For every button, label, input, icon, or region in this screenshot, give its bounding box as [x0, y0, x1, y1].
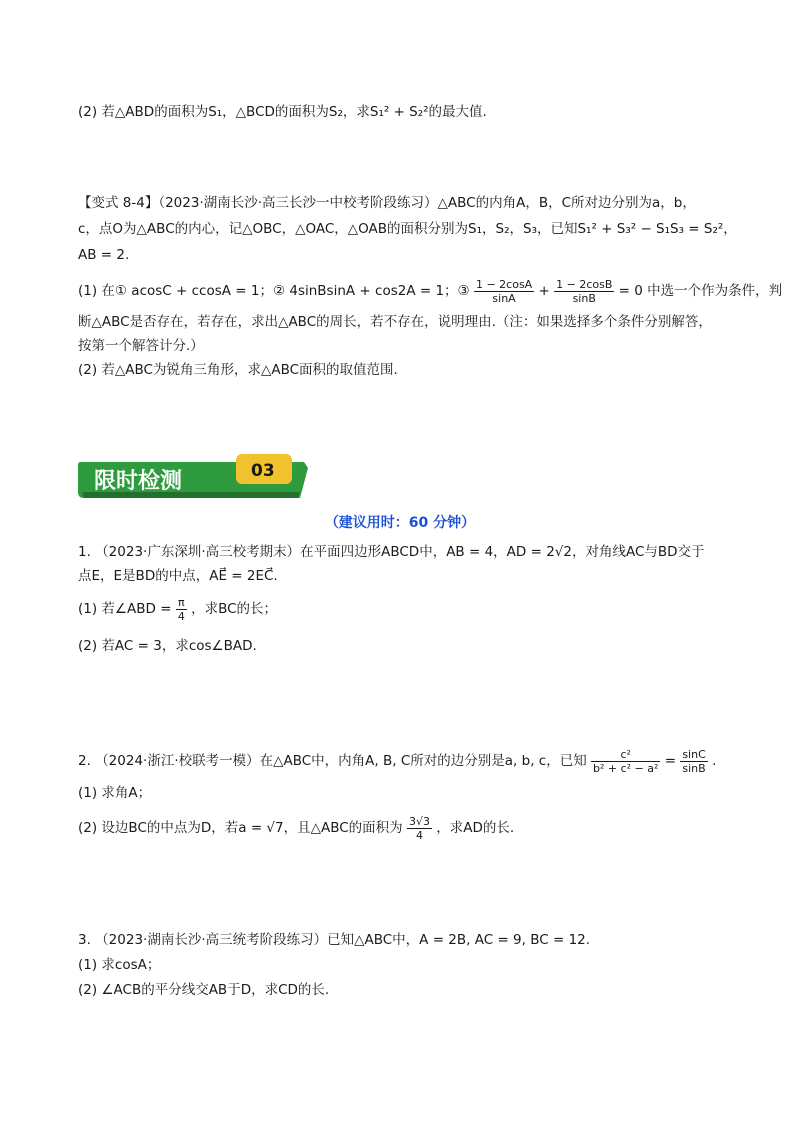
p2-stem-end: .: [712, 753, 717, 769]
variant-line2: c，点O为△ABC的内心，记△OBC，△OAC，△OAB的面积分别为S₁，S₂，S₃，已知S₁² + S₃² − S₁S₃ = S₂²，: [78, 221, 737, 237]
problem-3-q2: (2) ∠ACB的平分线交AB于D，求CD的长.: [78, 982, 330, 998]
p2-frac1-denominator: b² + c² − a²: [593, 761, 659, 775]
banner-number: 03: [251, 461, 275, 481]
p2-q2-text-b: ，求AD的长.: [436, 820, 515, 836]
problem-1-stem-2: 点E，E是BD的中点，AE⃗ = 2EC⃗.: [78, 568, 278, 584]
problem-3-q1: (1) 求cosA；: [78, 957, 161, 973]
problem-1-q2: (2) 若AC = 3，求cos∠BAD.: [78, 638, 257, 654]
p2-q2-text-a: (2) 设边BC的中点为D，若a = √7，且△ABC的面积为: [78, 820, 403, 836]
problem-1-q1: [78, 594, 277, 624]
p2-stem-text: 2. （2024·浙江·校联考一模）在△ABC中，内角A, B, C所对的边分别是a, b, c，已知: [78, 753, 587, 769]
p2-q2-frac: [407, 815, 432, 842]
variant-q1-line3: 按第一个解答计分.）: [78, 338, 204, 354]
p1-q1-frac: [176, 596, 187, 623]
variant-header: 【变式 8-4】（2023·湖南长沙·高三长沙一中校考阶段练习）△ABC的内角A，B，C所对边分别为a，b，: [78, 195, 696, 211]
p2-frac2-denominator: sinB: [682, 761, 706, 775]
variant-q1-plus: +: [538, 283, 550, 299]
p2-q2-frac-denominator: 4: [415, 828, 423, 842]
frac1-denominator: sinA: [492, 291, 516, 305]
variant-q2: (2) 若△ABC为锐角三角形，求△ABC面积的取值范围.: [78, 362, 398, 378]
variant-q1-frac1: [474, 278, 534, 305]
problem-2-stem: [78, 744, 716, 778]
variant-q1-line1: [78, 276, 782, 306]
q2-area-max: (2) 若△ABD的面积为S₁，△BCD的面积为S₂，求S₁² + S₂²的最大值.: [78, 104, 487, 120]
suggested-time: （建议用时：60 分钟）: [324, 515, 476, 531]
variant-q1-text-a: (1) 在① acosC + ccosA = 1；② 4sinBsinA + cos2A = 1；③: [78, 283, 470, 299]
variant-line3: AB = 2.: [78, 247, 130, 263]
variant-q1-line2: 断△ABC是否存在，若存在，求出△ABC的周长，若不存在，说明理由.（注：如果选择多个条件分别解答，: [78, 314, 712, 330]
p2-frac2-numerator: sinC: [682, 747, 706, 761]
p2-frac1-numerator: c²: [591, 748, 660, 762]
problem-3-stem: 3. （2023·湖南长沙·高三统考阶段练习）已知△ABC中，A = 2B, AC = 9, BC = 12.: [78, 932, 591, 948]
banner-title: 限时检测: [94, 469, 183, 494]
variant-q1-text-b: = 0 中选一个作为条件，判: [618, 283, 783, 299]
p1-q1-text-b: ，求BC的长；: [191, 601, 278, 617]
p1-frac-numerator: π: [176, 596, 187, 610]
section-banner: [74, 454, 314, 502]
frac1-numerator: 1 − 2cosA: [475, 277, 533, 291]
p2-q2-frac-numerator: 3√3: [408, 814, 430, 828]
p2-frac-left: [591, 748, 660, 775]
problem-1-stem: 1. （2023·广东深圳·高三校考期末）在平面四边形ABCD中，AB = 4，AD = 2√2，对角线AC与BD交于: [78, 544, 705, 560]
frac2-numerator: 1 − 2cosB: [556, 277, 613, 291]
problem-2-q2: [78, 812, 514, 844]
p1-frac-denominator: 4: [177, 609, 185, 623]
banner-graphic: [74, 454, 314, 502]
p1-q1-text-a: (1) 若∠ABD =: [78, 601, 172, 617]
problem-2-q1: (1) 求角A；: [78, 785, 152, 801]
p2-equals: =: [664, 753, 677, 769]
frac2-denominator: sinB: [572, 291, 596, 305]
variant-q1-frac2: [554, 278, 614, 305]
p2-frac-right: [680, 748, 707, 775]
